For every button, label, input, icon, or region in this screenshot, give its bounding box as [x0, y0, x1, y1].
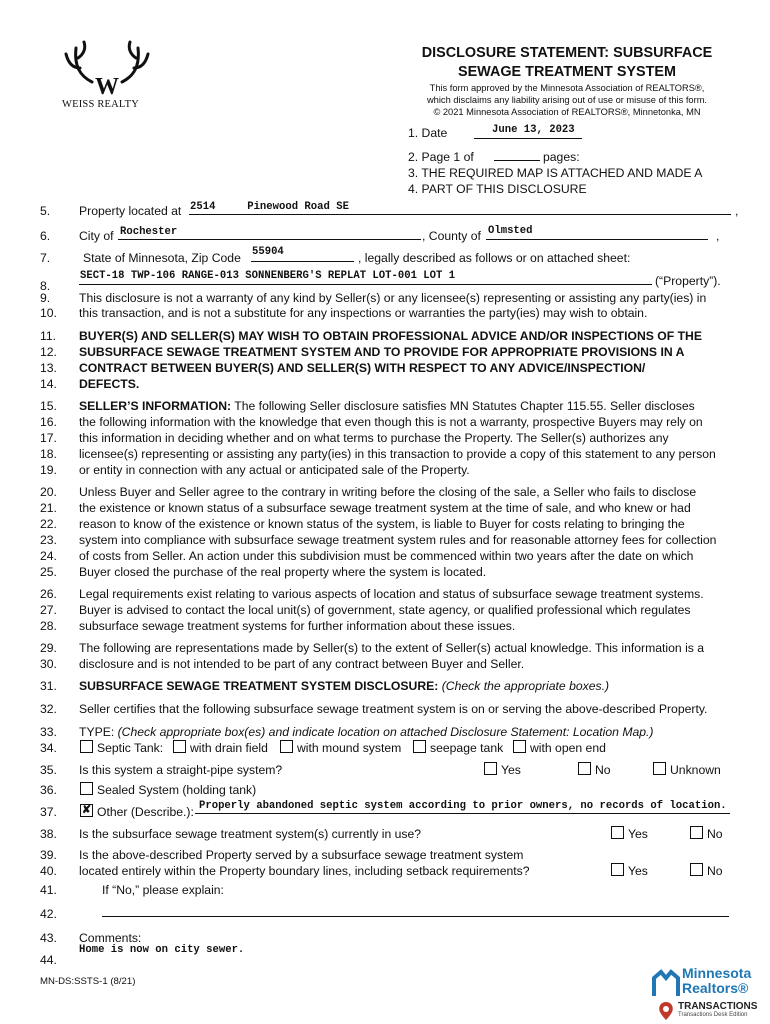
mn-realtors-line-1: Minnesota: [682, 965, 752, 981]
other-checkbox[interactable]: [80, 804, 93, 817]
open-end-label: with open end: [530, 741, 606, 755]
advice-notice: CONTRACT BETWEEN BUYER(S) AND SELLER(S) WITH RESPECT TO ANY ADVICE/INSPECTION/: [79, 361, 646, 375]
mn-realtors-line-2: Realtors®: [682, 980, 749, 996]
type-instruction-text: (Check appropriate box(es) and indicate location on attached Disclosure Statement: Location Map.): [117, 725, 654, 739]
form-id: MN-DS:SSTS-1 (8/21): [40, 976, 136, 987]
in-use-yes-checkbox[interactable]: [611, 826, 624, 839]
body-text: Buyer closed the purchase of the real property where the system is located.: [79, 565, 487, 579]
no-label: No: [707, 864, 723, 878]
line-number: 23.: [40, 533, 57, 547]
line-number: 41.: [40, 883, 57, 897]
approval-line-3: © 2021 Minnesota Association of REALTORS®, Minnetonka, MN: [433, 107, 701, 117]
body-text: The following are representations made by Seller(s) to the extent of Seller(s) actual knowledge. This information is a: [79, 641, 705, 655]
line-number: 14.: [40, 377, 57, 391]
transactions-logo: [656, 1000, 766, 1022]
body-text: of costs from Seller. An action under this subdivision must be commenced within two years after the date on which: [79, 549, 694, 563]
line-number: 19.: [40, 463, 57, 477]
body-text: this information in deciding whether and on what terms to purchase the Property. The Seller(s) authorizes any: [79, 431, 669, 445]
date-label: 1. Date: [408, 126, 448, 140]
property-address-underline: [189, 214, 731, 215]
yes-label: Yes: [628, 827, 648, 841]
zip-label: State of Minnesota, Zip Code: [83, 251, 241, 265]
ssts-disclosure-heading: [79, 678, 609, 694]
drain-field-label: with drain field: [190, 741, 268, 755]
line-number: 13.: [40, 361, 57, 375]
line-number: 16.: [40, 415, 57, 429]
straight-pipe-unknown-checkbox[interactable]: [653, 762, 666, 775]
page-count-field[interactable]: [494, 160, 540, 161]
yes-label: Yes: [628, 864, 648, 878]
brand-text: WEISS REALTY: [62, 99, 139, 110]
county-field[interactable]: Olmsted: [488, 225, 533, 237]
line-number: 20.: [40, 485, 57, 499]
body-text: licensee(s) representing or assisting any party(ies) in this transaction to provide a copy of this statement to any person: [79, 447, 716, 461]
zip-field[interactable]: 55904: [252, 246, 284, 258]
line-number: 28.: [40, 619, 57, 633]
line-number: 9.: [40, 291, 51, 305]
boundary-no-checkbox[interactable]: [690, 863, 703, 876]
body-text: this transaction, and is not a substitute for any inspections or warranties the party(ies) may wish to obtain.: [79, 306, 648, 320]
title-line-2: SEWAGE TREATMENT SYSTEM: [457, 64, 676, 80]
line-number: 10.: [40, 306, 57, 320]
in-use-no-checkbox[interactable]: [690, 826, 703, 839]
legal-description-field[interactable]: SECT-18 TWP-106 RANGE-013 SONNENBERG'S REPLAT LOT-001 LOT 1: [80, 270, 456, 282]
line-number: 38.: [40, 827, 57, 841]
straight-pipe-no-checkbox[interactable]: [578, 762, 591, 775]
line-number: 29.: [40, 641, 57, 655]
property-tag: (“Property”).: [655, 274, 721, 288]
line-number: 24.: [40, 549, 57, 563]
line-number: 7.: [40, 251, 51, 265]
septic-tank-label: Septic Tank:: [97, 741, 164, 755]
line-number: 5.: [40, 204, 51, 218]
comma: ,: [716, 229, 720, 243]
comma: ,: [735, 204, 739, 218]
advice-notice: DEFECTS.: [79, 377, 140, 391]
date-underline: [474, 138, 582, 139]
body-text: reason to know of the existence or known status of the system, is liable to Buyer for costs relating to bringing the: [79, 517, 685, 531]
mound-system-label: with mound system: [297, 741, 402, 755]
section-heading: SUBSURFACE SEWAGE TREATMENT SYSTEM DISCLOSURE:: [79, 679, 439, 693]
line-number: 6.: [40, 229, 51, 243]
line-number: 42.: [40, 907, 57, 921]
line-number: 21.: [40, 501, 57, 515]
form-title: [392, 44, 742, 82]
legal-label: , legally described as follows or on attached sheet:: [358, 251, 631, 265]
body-text: the following information with the knowledge that even though this is not a warranty, prospective Buyers may rely on: [79, 415, 703, 429]
comments-label: Comments:: [79, 931, 142, 945]
line-number: 36.: [40, 783, 57, 797]
line-number: 17.: [40, 431, 57, 445]
property-address-field[interactable]: 2514 Pinewood Road SE: [190, 201, 349, 213]
comments-field[interactable]: Home is now on city sewer.: [79, 944, 245, 956]
map-notice-line-1: 3. THE REQUIRED MAP IS ATTACHED AND MADE A: [408, 166, 703, 180]
city-underline: [118, 239, 421, 240]
body-text: the existence or known status of a subsurface sewage treatment system at the time of sale, and who knew or had: [79, 501, 691, 515]
map-notice-line-2: 4. PART OF THIS DISCLOSURE: [408, 182, 587, 196]
city-label: City of: [79, 229, 114, 243]
other-underline: [195, 813, 730, 814]
septic-tank-checkbox[interactable]: [80, 740, 93, 753]
body-text: or entity in connection with any actual or anticipated sale of the Property.: [79, 463, 470, 477]
line-number: 44.: [40, 953, 57, 967]
line-number: 25.: [40, 565, 57, 579]
body-text: The following Seller disclosure satisfies MN Statutes Chapter 115.55. Seller discloses: [231, 399, 695, 413]
line-number: 15.: [40, 399, 57, 413]
body-text: system into compliance with subsurface sewage treatment system rules and for reasonable attorney fees for collection: [79, 533, 717, 547]
advice-notice: BUYER(S) AND SELLER(S) MAY WISH TO OBTAIN PROFESSIONAL ADVICE AND/OR INSPECTIONS OF THE: [79, 329, 702, 343]
line-number: 22.: [40, 517, 57, 531]
line-number: 11.: [40, 329, 57, 343]
line-number: 43.: [40, 931, 57, 945]
svg-text:W: W: [95, 74, 119, 96]
line-number: 8.: [40, 279, 51, 293]
straight-pipe-yes-checkbox[interactable]: [484, 762, 497, 775]
type-instruction: [79, 724, 653, 740]
line-number: 32.: [40, 702, 57, 716]
sellers-info-heading: SELLER’S INFORMATION:: [79, 399, 232, 413]
approval-line-1: This form approved by the Minnesota Association of REALTORS®,: [429, 83, 705, 93]
city-field[interactable]: Rochester: [120, 226, 178, 238]
line-number: 37.: [40, 805, 57, 819]
drain-field-checkbox[interactable]: [173, 740, 186, 753]
boundary-yes-checkbox[interactable]: [611, 863, 624, 876]
body-text: subsurface sewage treatment systems for further information about these issues.: [79, 619, 516, 633]
boundary-question: located entirely within the Property boundary lines, including setback requirements?: [79, 864, 530, 878]
property-located-label: Property located at: [79, 204, 182, 218]
body-text: Unless Buyer and Seller agree to the contrary in writing before the closing of the sale, a Seller who fails to disclose: [79, 485, 697, 499]
transactions-icon: [656, 1000, 676, 1022]
body-text: Seller certifies that the following subsurface sewage treatment system is on or serving the above-described Property.: [79, 702, 708, 716]
approval-notice: [392, 82, 742, 118]
body-text: Legal requirements exist relating to various aspects of location and status of subsurface sewage treatment systems.: [79, 587, 704, 601]
seepage-tank-label: seepage tank: [430, 741, 504, 755]
line-number: 31.: [40, 679, 57, 693]
pages-label: pages:: [543, 150, 580, 164]
sellers-info: [79, 398, 695, 414]
no-label: No: [595, 763, 611, 777]
other-description-field[interactable]: Properly abandoned septic system according to prior owners, no records of location.: [199, 800, 727, 812]
yes-label: Yes: [501, 763, 521, 777]
date-field[interactable]: June 13, 2023: [492, 124, 575, 136]
transactions-sublabel: Transactions Desk Edition: [678, 1012, 748, 1018]
mn-realtors-icon: [652, 968, 680, 998]
line-number: 39.: [40, 848, 57, 862]
line-number: 35.: [40, 763, 57, 777]
title-line-1: DISCLOSURE STATEMENT: SUBSURFACE: [421, 45, 713, 61]
zip-underline: [251, 261, 354, 262]
no-label: No: [707, 827, 723, 841]
seepage-tank-checkbox[interactable]: [413, 740, 426, 753]
antlers-icon: [62, 38, 152, 96]
in-use-question: Is the subsurface sewage treatment system(s) currently in use?: [79, 827, 422, 841]
line-number: 27.: [40, 603, 57, 617]
advice-notice: SUBSURFACE SEWAGE TREATMENT SYSTEM AND TO PROVIDE FOR APPROPRIATE PROVISIONS IN A: [79, 345, 685, 359]
weiss-realty-logo: [62, 38, 152, 108]
line-number: 40.: [40, 864, 57, 878]
approval-line-2: which disclaims any liability arising out of use or misuse of this form.: [426, 95, 708, 105]
line-number: 34.: [40, 741, 57, 755]
boundary-question: Is the above-described Property served by a subsurface sewage treatment system: [79, 848, 524, 862]
page-label: 2. Page 1 of: [408, 150, 474, 164]
line-number: 18.: [40, 447, 57, 461]
minnesota-realtors-logo: [652, 966, 762, 1000]
open-end-checkbox[interactable]: [513, 740, 526, 753]
section-instruction: (Check the appropriate boxes.): [438, 679, 610, 693]
line-number: 26.: [40, 587, 57, 601]
sealed-system-label: Sealed System (holding tank): [97, 783, 257, 797]
straight-pipe-question: Is this system a straight-pipe system?: [79, 763, 283, 777]
line-number: 12.: [40, 345, 57, 359]
checkmark-icon: ✘: [81, 804, 92, 816]
mound-system-checkbox[interactable]: [280, 740, 293, 753]
type-label: TYPE:: [79, 725, 118, 739]
transactions-label: TRANSACTIONS: [678, 1001, 758, 1012]
body-text: This disclosure is not a warranty of any kind by Seller(s) or any licensee(s) representing or assisting any party(ies) in: [79, 291, 707, 305]
unknown-label: Unknown: [670, 763, 721, 777]
legal-underline: [79, 284, 652, 285]
line-number: 33.: [40, 725, 57, 739]
county-underline: [486, 239, 708, 240]
body-text: disclosure and is not intended to be part of any contract between Buyer and Seller.: [79, 657, 525, 671]
body-text: Buyer is advised to contact the local unit(s) of government, state agency, or qualified professional which regulates: [79, 603, 691, 617]
line-number: 30.: [40, 657, 57, 671]
county-label: , County of: [422, 229, 481, 243]
other-label: Other (Describe.):: [97, 805, 194, 819]
explain-field[interactable]: [102, 916, 729, 917]
sealed-system-checkbox[interactable]: [80, 782, 93, 795]
explain-label: If “No,” please explain:: [102, 883, 224, 897]
